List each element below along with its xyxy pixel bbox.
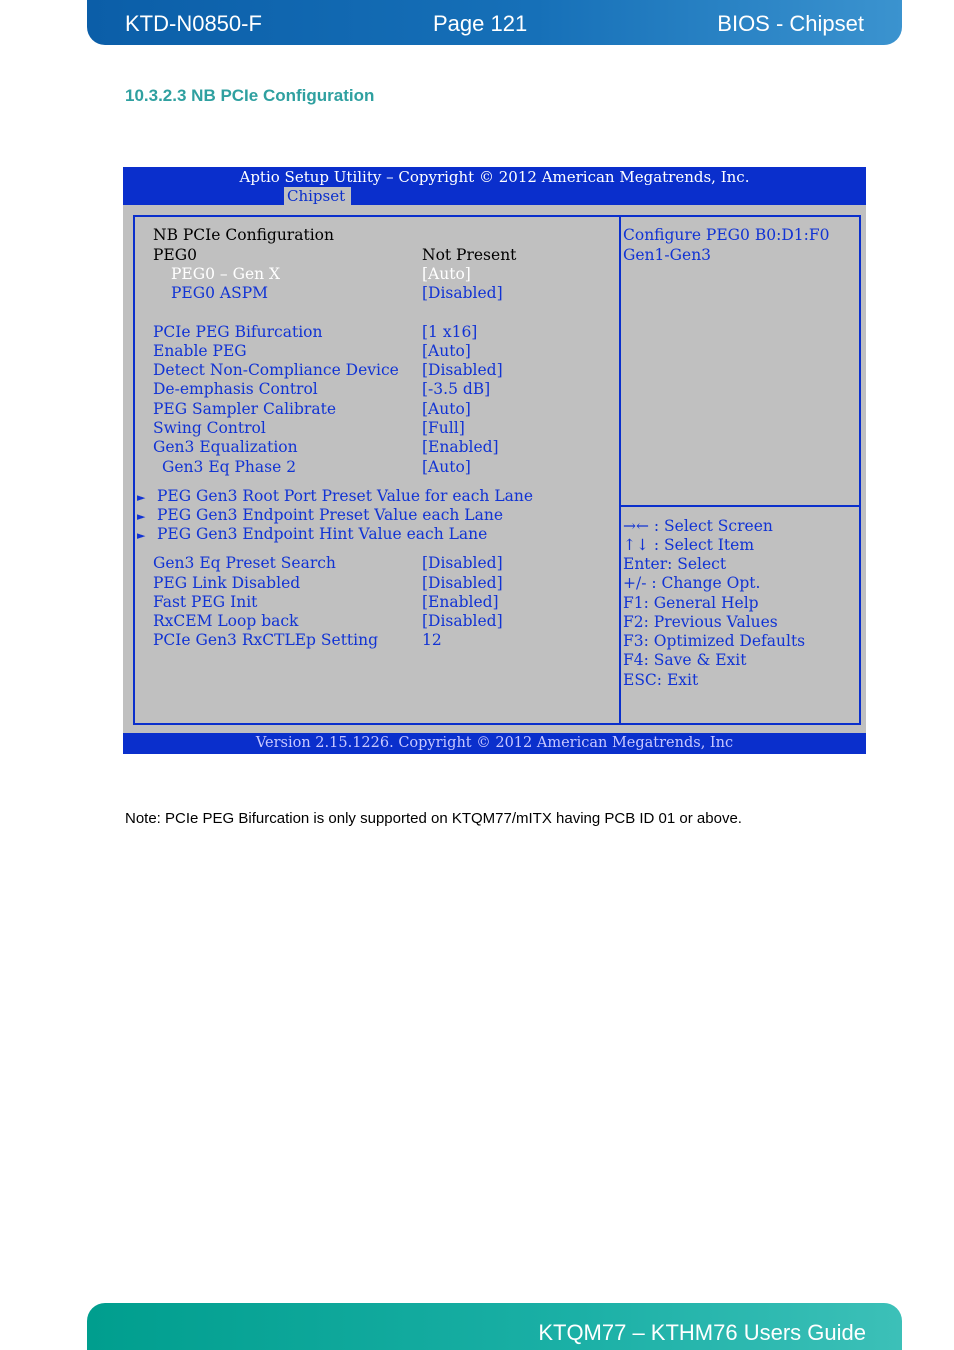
setting-value[interactable]: [Auto] [422,400,471,418]
setting-value[interactable]: [1 x16] [422,323,478,341]
submenu-arrow-icon: ► [137,529,146,542]
setting-value[interactable]: [Auto] [422,265,471,283]
peg0-label: PEG0 [153,246,197,264]
setting-label: De-emphasis Control [153,380,318,398]
help-text-line: Gen1-Gen3 [623,246,712,264]
setting-value[interactable]: [Auto] [422,342,471,360]
bios-title-bar [123,167,866,205]
setting-label: Gen3 Equalization [153,438,298,456]
bifurcation-note: Note: PCIe PEG Bifurcation is only supported on KTQM77/mITX having PCB ID 01 or above. [125,810,742,827]
key-hint-esc: ESC: Exit [623,671,699,689]
doc-id: KTD-N0850-F [125,11,262,36]
setting-label: Swing Control [153,419,266,437]
page-header [87,0,902,45]
bios-divider-vertical [619,215,621,725]
peg0-value: Not Present [422,246,517,264]
submenu-arrow-icon: ► [137,510,146,523]
setting-value[interactable]: [Enabled] [422,593,499,611]
key-hint-enter: Enter: Select [623,555,727,573]
setting-label: Detect Non-Compliance Device [153,361,399,379]
section-name: BIOS - Chipset [717,11,864,36]
submenu-label: PEG Gen3 Root Port Preset Value for each Lane [157,487,534,505]
bios-screenshot [123,167,866,754]
page-number: Page 121 [433,11,528,36]
tab-chipset[interactable]: Chipset [284,187,351,205]
setting-value[interactable]: [Disabled] [422,612,503,630]
setting-label: PCIe Gen3 RxCTLEp Setting [153,631,379,649]
setting-value[interactable]: [Disabled] [422,574,503,592]
setting-value[interactable]: [Full] [422,419,465,437]
setting-value[interactable]: 12 [422,631,442,649]
setting-value[interactable]: [Disabled] [422,554,503,572]
setting-label: RxCEM Loop back [153,612,299,630]
key-hint-f1: F1: General Help [623,594,759,612]
heading-label: NB PCIe Configuration [153,226,334,244]
setting-value[interactable]: [Auto] [422,458,471,476]
key-hint-f4: F4: Save & Exit [623,651,747,669]
submenu-label: PEG Gen3 Endpoint Preset Value each Lane [157,506,503,524]
setting-label: Fast PEG Init [153,593,258,611]
setting-label: Enable PEG [153,342,247,360]
setting-label: Gen3 Eq Preset Search [153,554,336,572]
key-hint-select-screen: →← : Select Screen [623,517,773,535]
setting-value[interactable]: [Disabled] [422,284,503,302]
setting-value[interactable]: [-3.5 dB] [422,380,491,398]
page-footer [87,1303,902,1350]
key-hint-f3: F3: Optimized Defaults [623,632,806,650]
bios-divider-horizontal [620,505,861,507]
section-title: 10.3.2.3 NB PCIe Configuration [125,86,375,105]
setting-label: PCIe PEG Bifurcation [153,323,323,341]
setting-label: PEG Link Disabled [153,574,301,592]
key-hint-select-item: ↑↓ : Select Item [623,536,755,554]
submenu-label: PEG Gen3 Endpoint Hint Value each Lane [157,525,488,543]
bios-title: Aptio Setup Utility – Copyright © 2012 American Megatrends, Inc. [239,168,750,186]
setting-label: PEG Sampler Calibrate [153,400,336,418]
setting-label: PEG0 – Gen X [171,265,281,283]
key-hint-f2: F2: Previous Values [623,613,778,631]
guide-title: KTQM77 – KTHM76 Users Guide [538,1320,866,1345]
bios-version-bar: Version 2.15.1226. Copyright © 2012 American Megatrends, Inc [123,733,866,754]
submenu-arrow-icon: ► [137,491,146,504]
setting-value[interactable]: [Enabled] [422,438,499,456]
setting-label: Gen3 Eq Phase 2 [162,458,297,476]
help-text-line: Configure PEG0 B0:D1:F0 [623,226,830,244]
key-hint-change-opt: +/- : Change Opt. [623,574,761,592]
setting-label: PEG0 ASPM [171,284,269,302]
setting-value[interactable]: [Disabled] [422,361,503,379]
